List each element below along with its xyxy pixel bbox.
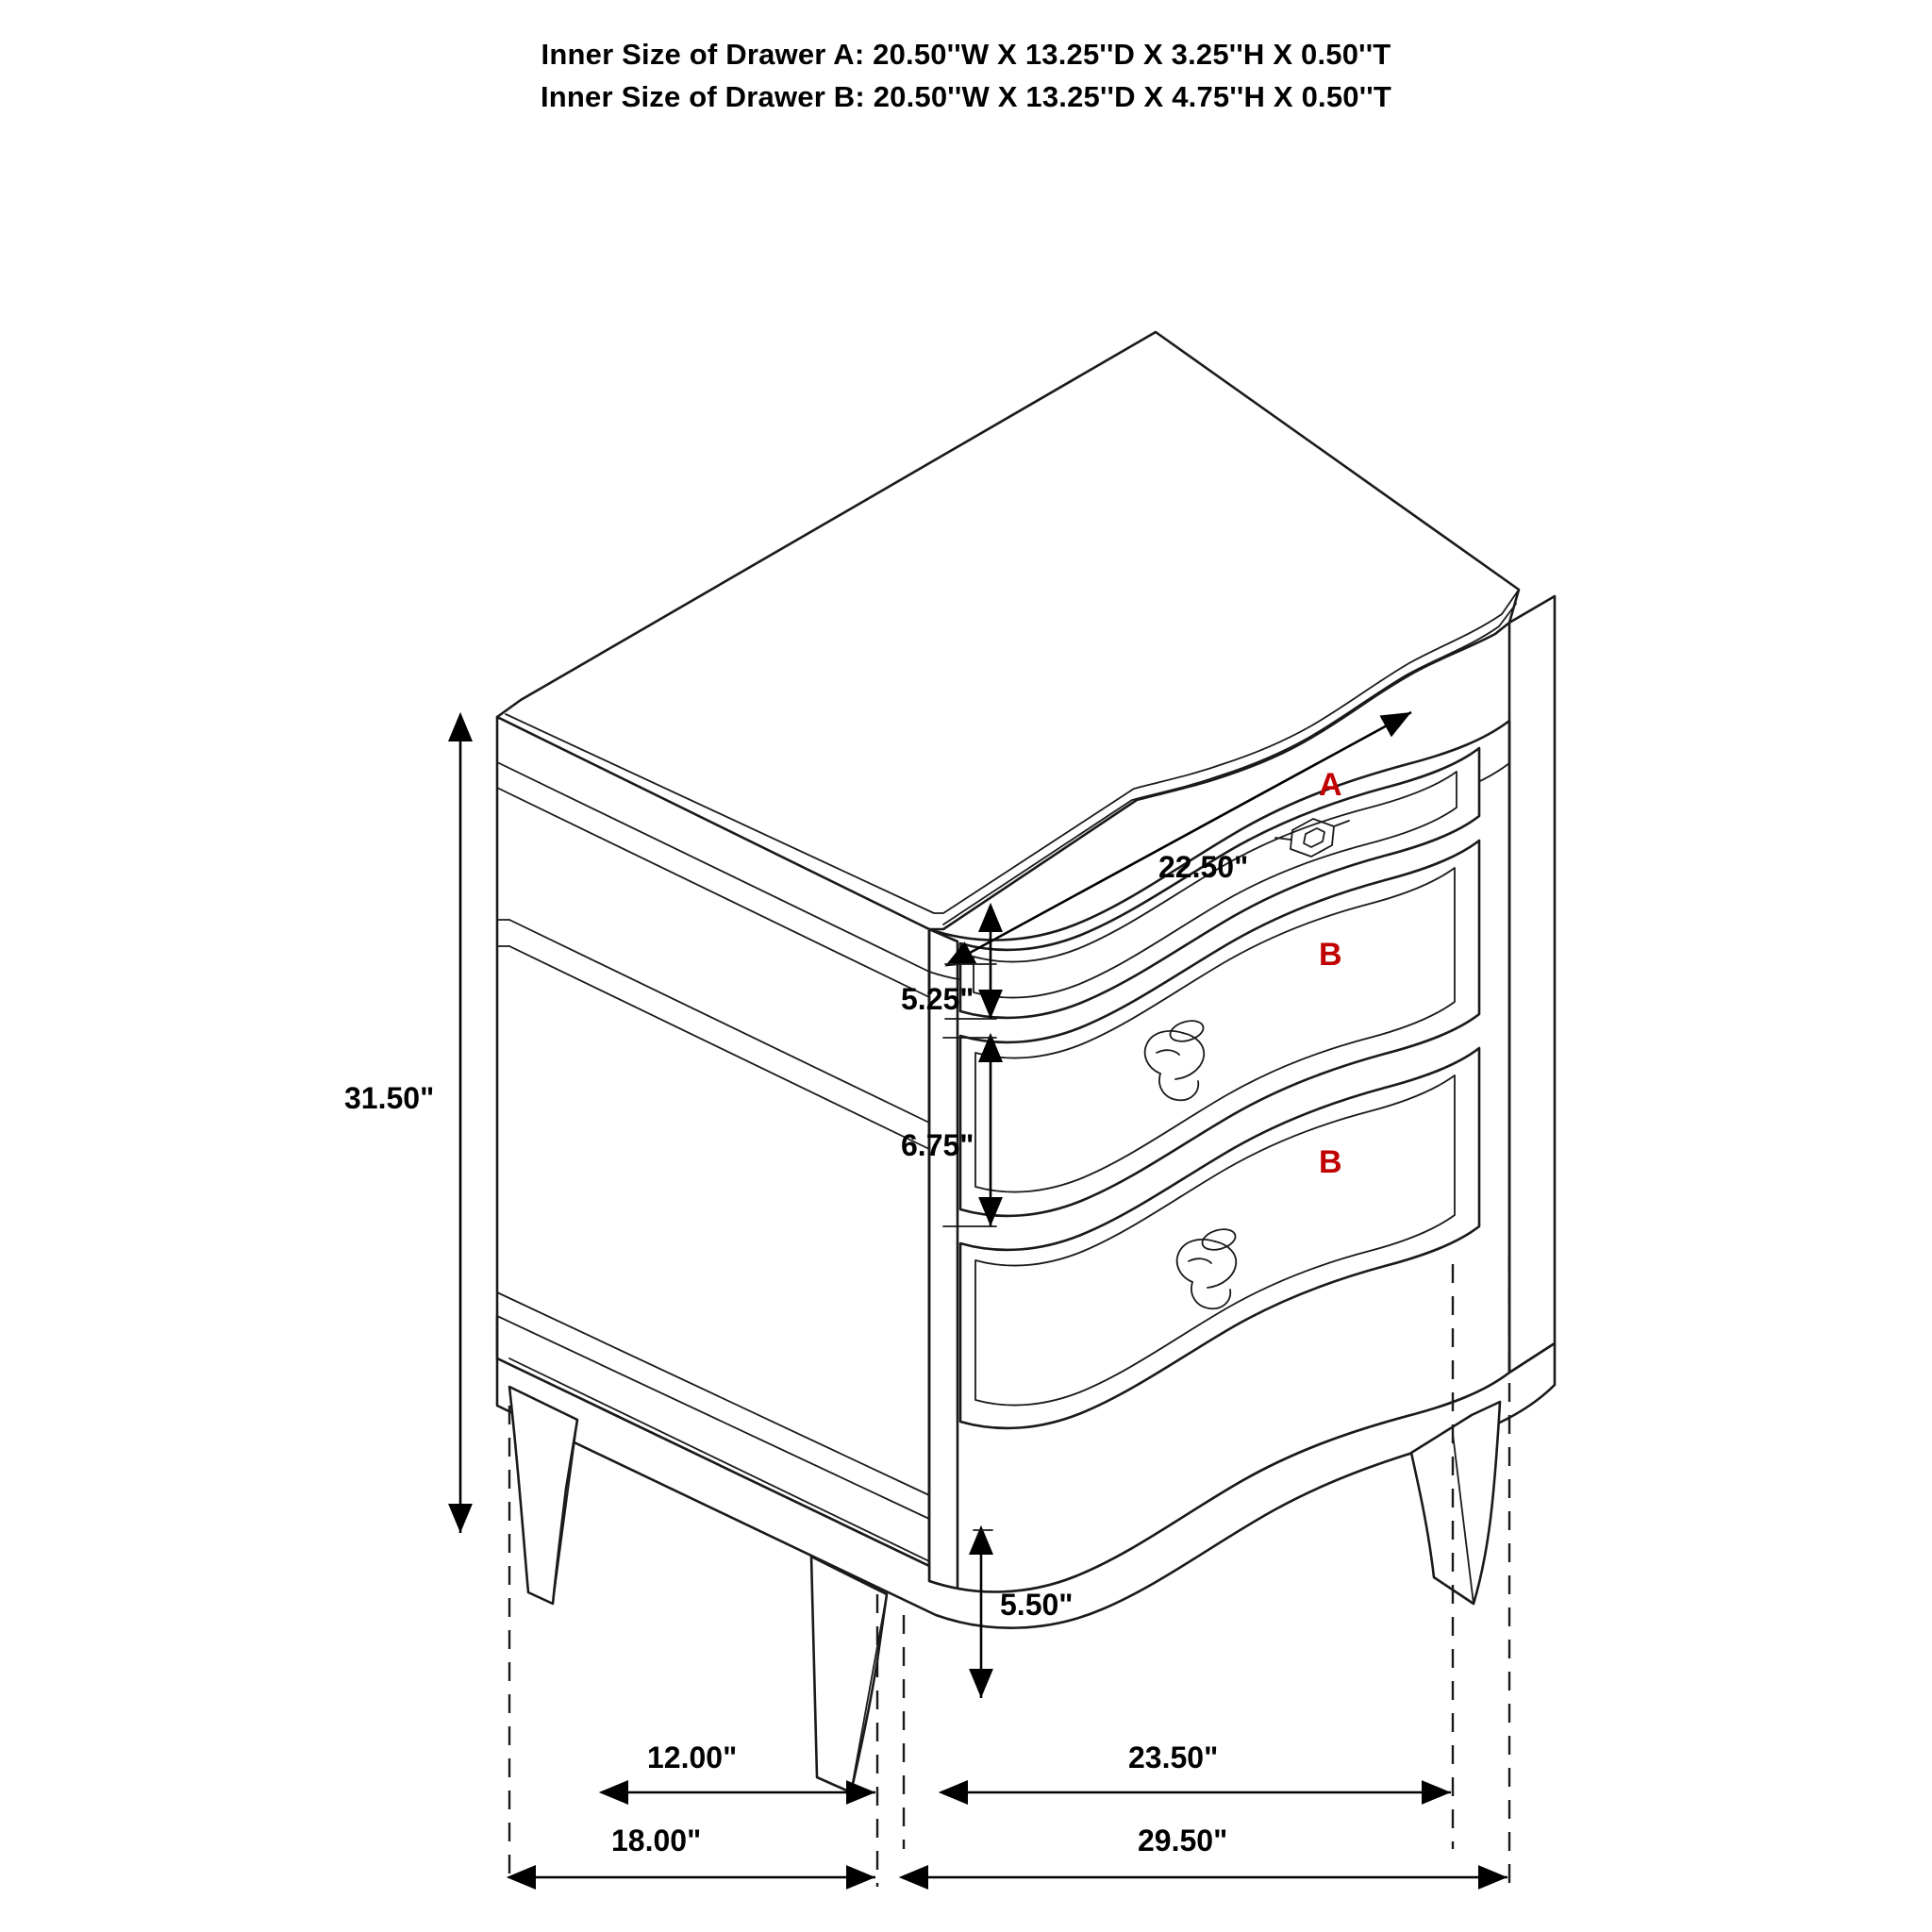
dim-side-depth-outer — [511, 1824, 875, 1877]
drawer-label-b-bottom: B — [1319, 1144, 1342, 1180]
drawer-b-spec-line: Inner Size of Drawer B: 20.50''W X 13.25''D X 4.75''H X 0.50''T — [540, 79, 1392, 113]
dim-front-width-outer — [904, 1824, 1507, 1877]
drawer-label-a: A — [1319, 767, 1342, 803]
dim-drawer-b-height-label: 6.75" — [901, 1128, 974, 1162]
right-beaded-column — [1509, 596, 1555, 1373]
dim-front-width-inner — [943, 1740, 1451, 1792]
dim-drawer-width-label: 22.50" — [1158, 850, 1249, 884]
leg-front-left — [509, 1387, 577, 1604]
dim-side-depth-outer-label: 18.00" — [611, 1824, 702, 1857]
dim-leg-height-label: 5.50" — [1000, 1588, 1074, 1622]
dim-front-width-outer-label: 29.50" — [1138, 1824, 1228, 1857]
cabinet-body — [497, 332, 1555, 1792]
drawer-a-spec-line: Inner Size of Drawer A: 20.50''W X 13.25''D X 3.25''H X 0.50''T — [541, 38, 1391, 71]
dim-overall-height — [344, 717, 460, 1533]
dim-overall-height-label: 31.50" — [344, 1081, 435, 1115]
dim-drawer-a-height-label: 5.25" — [901, 982, 974, 1016]
drawer-label-b-middle: B — [1319, 937, 1342, 973]
leg-center-front — [811, 1557, 887, 1792]
dim-side-depth-inner-label: 12.00" — [647, 1740, 738, 1774]
dim-front-width-inner-label: 23.50" — [1128, 1740, 1219, 1774]
